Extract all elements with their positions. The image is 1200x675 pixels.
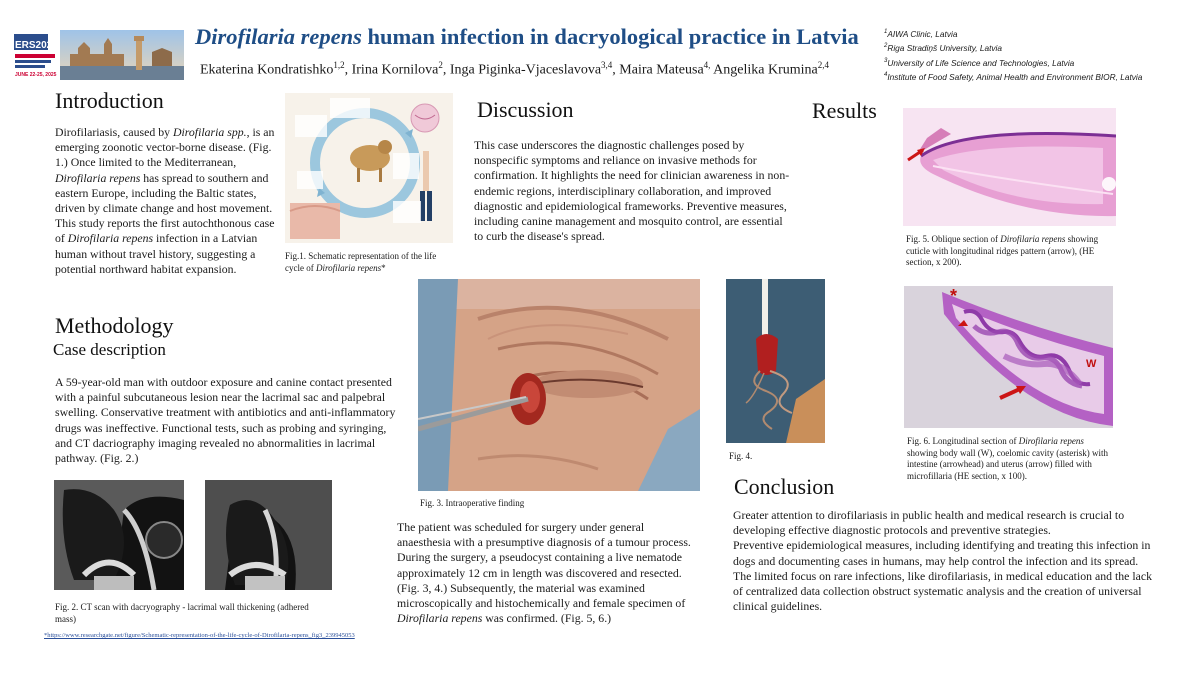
logo-text: ERS2025 [15, 40, 58, 51]
conclusion-text: Greater attention to dirofilariasis in public health and medical research is crucial to developing effective diagnostic protocols and preventive strategies. Preventive epidemiological measures, including identifying and treating this infection in dogs and documenting cases in humans, may help control the infection and its spread. The limited focus on rare infections, like dirofilariasis, in medical education and the lack of centralized data collection obstruct systematic analysis and the creation of universal clinical guidelines. [733, 508, 1152, 614]
author-name: Ekaterina Kondratishko [200, 62, 334, 78]
figure-2-ct-scan-right [205, 480, 332, 590]
figure-1-life-cycle [285, 93, 453, 243]
figure-4-caption: Fig. 4. [729, 451, 753, 461]
author-affiliation-marker: 3,4 [601, 60, 613, 70]
author-list: Ekaterina Kondratishko$^{1,2}$, Irina Kornilova$^2$, Inga Piginka-Vjaceslavova$^{3,4}$, Maira Mateusa$^{4,}$ Angelika Krumina$^{2,4}$ [200, 60, 829, 78]
author-name: Inga Piginka-Vjaceslavova [449, 62, 602, 78]
figure-6-caption: Fig. 6. Longitudinal section of Dirofilaria repens showing body wall (W), coelomic cavity (asterisk) with intestine (arrowhead) and uterus (arrow) filled with microfillaria (HE section, x 100). [907, 436, 1108, 481]
methodology-text: A 59-year-old man with outdoor exposure and canine contact presented with a painful subcutaneous lesion near the lacrimal sac and palpebral swelling. Conservative treatment with antibiotics and anti-inflammatory drugs was ineffective. Functional tests, such as probing and syringing, and CT dacriography imaging revealed no abnormalities in lacrimal pathway. (Fig. 2.) [55, 375, 396, 466]
conclusion-heading: Conclusion [734, 474, 835, 499]
figure-5-caption: Fig. 5. Oblique section of Dirofilaria repens showing cuticle with longitudinal ridges pattern (arrow), (HE section, x 200). [906, 234, 1099, 267]
introduction-heading: Introduction [55, 88, 164, 113]
logo-date: JUNE 22-25, 2025 [15, 72, 57, 78]
conference-logo [12, 26, 184, 84]
figure-5-micrograph [903, 108, 1116, 226]
poster-title: Dirofilaria repens human infection in dacryological practice in Latvia [195, 24, 859, 49]
discussion-text: This case underscores the diagnostic challenges posed by nonspecific symptoms and reliance on invasive methods for confirmation. It highlights the need for clinician awareness in non-endemic regions, interdisciplinary collaboration, and improved diagnostic and epidemiological frameworks. Preventive measures, including canine management and mosquito control, are essential to curb the disease's spread. [474, 138, 790, 244]
results-heading: Results [812, 98, 877, 123]
figure-2-caption: Fig. 2. CT scan with dacryography - lacrimal wall thickening (adhered mass) [55, 602, 309, 624]
author-affiliation-marker: 4, [703, 60, 711, 70]
affiliation-item: $^4$Institute of Food Safety, Animal Health and Environment BIOR, Latvia [884, 71, 1143, 82]
figure-6-micrograph [904, 286, 1113, 428]
affiliation-item: $^1$AIWA Clinic, Latvia [884, 28, 958, 39]
methodology-heading: Methodology [55, 313, 174, 338]
logo-subtext [15, 52, 59, 68]
surgery-text: The patient was scheduled for surgery under general anaesthesia with a presumptive diagnosis of a tumour process. During the surgery, a pseudocyst containing a live nematode approximately 12 cm in length was discovered and resected. (Fig. 3, 4.) Subsequently, the material was examined microscopically and histochemically and female specimen of Dirofilaria repens was confirmed. (Fig. 5, 6.) [397, 520, 691, 626]
footnote-link[interactable]: *https://www.researchgate.net/figure/Schematic-representation-of-the-life-cycle-of-Dirofilaria-repens_fig3_239945053 [44, 632, 355, 639]
author-name: Maira Mateusa [619, 62, 704, 78]
figure-3-caption: Fig. 3. Intraoperative finding [420, 498, 525, 508]
author-affiliation-marker: 1,2 [333, 60, 345, 70]
discussion-heading: Discussion [477, 97, 574, 122]
asterisk-label: * [950, 286, 958, 306]
author-affiliation-marker: 2 [438, 60, 443, 70]
author-name: Irina Kornilova [351, 62, 439, 78]
figure-3-intraoperative-photo [418, 279, 700, 491]
case-description-subheading: Case description [53, 340, 166, 359]
affiliation-item: $^3$University of Life Science and Technologies, Latvia [884, 57, 1075, 68]
figure-1-caption: Fig.1. Schematic representation of the life cycle of Dirofilaria repens* [285, 251, 437, 273]
affiliation-list [884, 26, 1194, 83]
figure-2-ct-scan-left [54, 480, 184, 590]
affiliation-item: $^2$Riga Stradiņš University, Latvia [884, 43, 1003, 54]
body-wall-label: W [1086, 358, 1097, 370]
introduction-text: Dirofilariasis, caused by Dirofilaria spp., is an emerging zoonotic vector-borne disease. (Fig. 1.) Once limited to the Mediterranean, Dirofilaria repens has spread to southern and eastern Europe, including the Baltic states, driven by climate change and host movement. This study reports the first autochthonous case of Dirofilaria repens infection in a Latvian human without travel history, suggesting a potential northward habitat expansion. [55, 125, 275, 276]
author-affiliation-marker: 2,4 [817, 60, 829, 70]
figure-4-nematode-photo [726, 279, 825, 443]
author-name: Angelika Krumina [713, 62, 818, 78]
